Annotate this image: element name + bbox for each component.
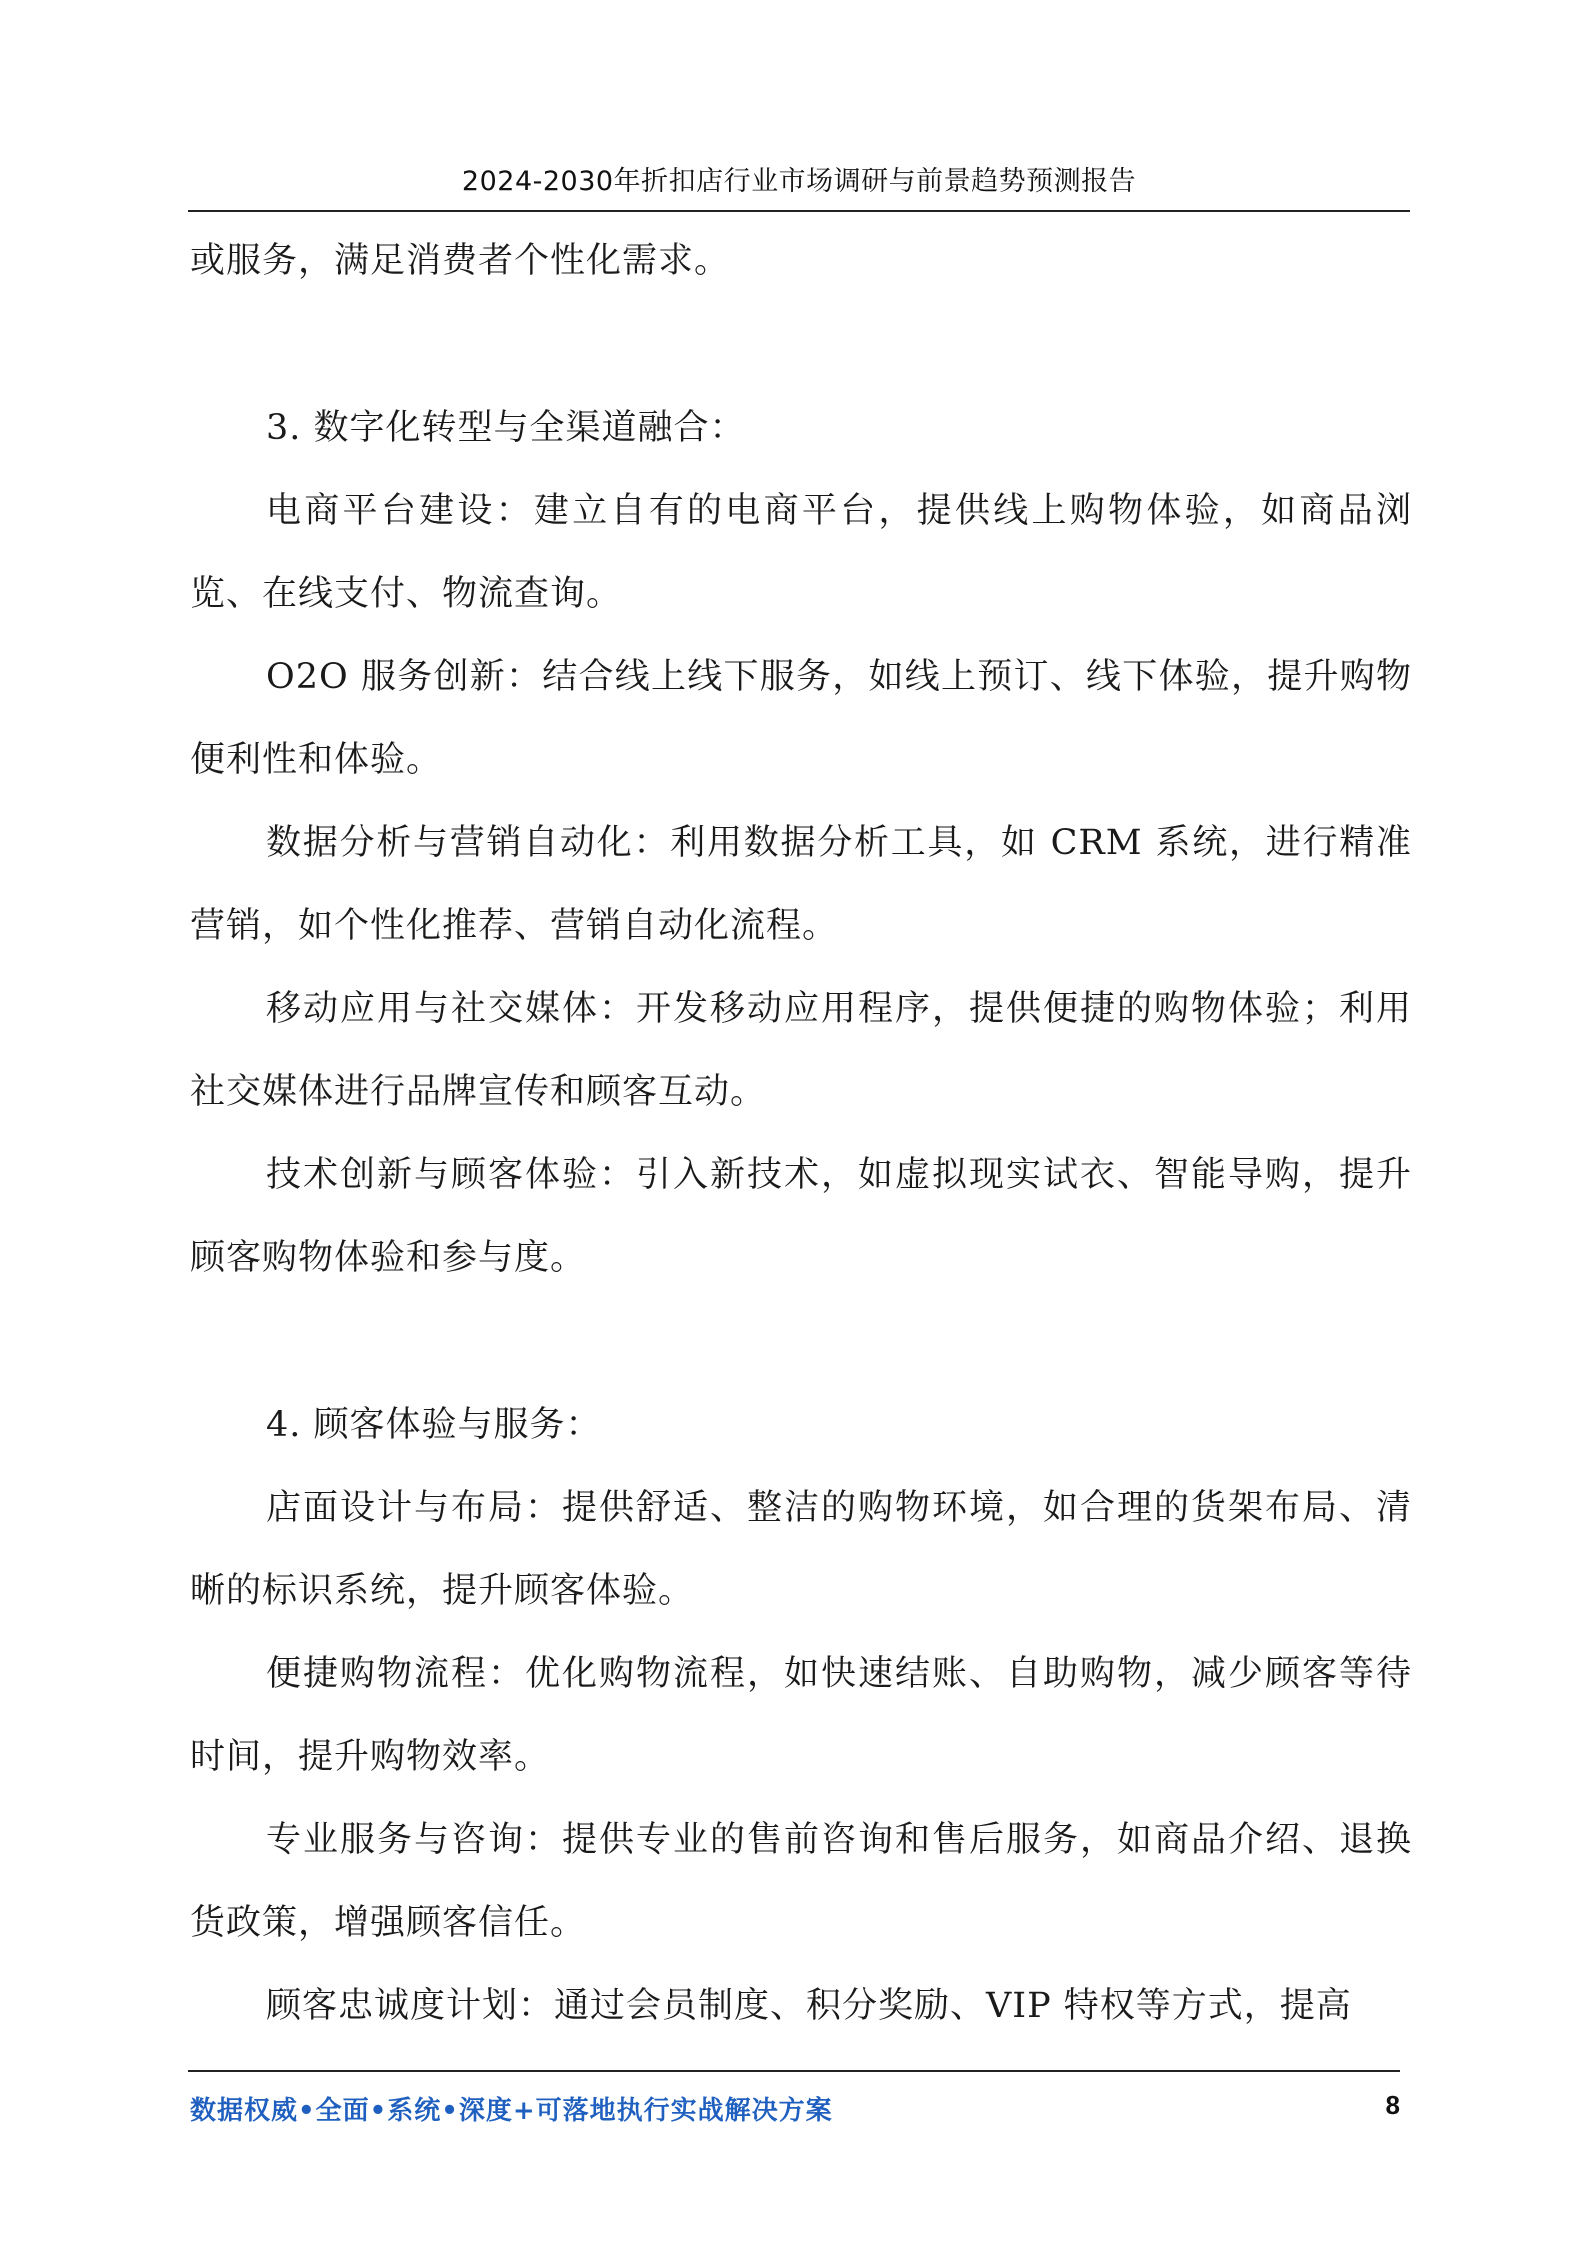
report-title: 2024-2030年折扣店行业市场调研与前景趋势预测报告 [461,166,1137,197]
page-body [190,220,1412,2048]
page-header [188,160,1410,212]
page-footer [188,2070,1400,2126]
footer-slogan: 数据权威•全面•系统•深度+可落地执行实战解决方案 [190,2096,833,2126]
section-4-item-service: 专业服务与咨询：提供专业的售前咨询和售后服务，如商品介绍、退换货政策，增强顾客信任。 [190,1820,1412,1943]
section-3-item-ecommerce: 电商平台建设：建立自有的电商平台，提供线上购物体验，如商品浏览、在线支付、物流查询。 [190,491,1412,614]
section-3-item-o2o: O2O 服务创新：结合线上线下服务，如线上预订、线下体验，提升购物便利性和体验。 [190,657,1412,780]
section-4-heading: 4. 顾客体验与服务： [266,1405,602,1445]
section-4-item-loyalty: 顾客忠诚度计划：通过会员制度、积分奖励、VIP 特权等方式，提高 [266,1986,1352,2026]
page-number: 8 [1385,2090,1400,2120]
section-3-item-mobile-social: 移动应用与社交媒体：开发移动应用程序，提供便捷的购物体验；利用社交媒体进行品牌宣传和顾客互动。 [190,989,1412,1112]
paragraph-gap [190,303,1412,387]
section-3-heading: 3. 数字化转型与全渠道融合： [266,408,746,448]
paragraph-gap [190,1300,1412,1384]
section-4-item-store-design: 店面设计与布局：提供舒适、整洁的购物环境，如合理的货架布局、清晰的标识系统，提升顾客体验。 [190,1488,1412,1611]
section-3-item-data-analytics: 数据分析与营销自动化：利用数据分析工具，如 CRM 系统，进行精准营销，如个性化推荐、营销自动化流程。 [190,823,1412,946]
section-3-item-tech-innovation: 技术创新与顾客体验：引入新技术，如虚拟现实试衣、智能导购，提升顾客购物体验和参与度。 [190,1155,1412,1278]
section-4-item-checkout: 便捷购物流程：优化购物流程，如快速结账、自助购物，减少顾客等待时间，提升购物效率。 [190,1654,1412,1777]
intro-continuation: 或服务，满足消费者个性化需求。 [190,241,731,281]
